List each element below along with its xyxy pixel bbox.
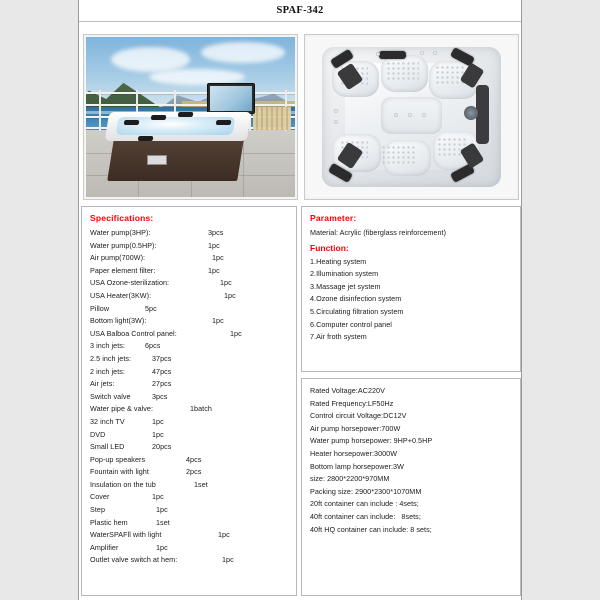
page-margin-left	[0, 0, 78, 600]
jet-nozzle	[420, 51, 424, 55]
spec-item	[90, 466, 288, 479]
control-dial	[464, 106, 478, 120]
spec-label: Fountain with light	[90, 467, 149, 477]
spec-qty: 1pc	[156, 505, 168, 515]
spec-qty: 1pc	[218, 530, 230, 540]
spec-label: Cover	[90, 492, 110, 502]
spec-label: 2 inch jets:	[90, 366, 125, 376]
deck-tile	[243, 153, 295, 176]
spec-item	[90, 277, 288, 290]
spec-qty: 1pc	[212, 316, 224, 326]
material-line: Material: Acrylic (fiberglass reinforcement)	[310, 228, 447, 237]
railing-bar	[86, 92, 295, 94]
spec-item	[90, 542, 288, 555]
specifications-heading: Specifications:	[90, 213, 154, 223]
spec-qty: 6pcs	[145, 341, 161, 351]
spec-qty: 1pc	[222, 555, 234, 565]
spa-shell-outer	[322, 47, 502, 188]
spec-item	[90, 265, 288, 278]
railing-bar	[86, 104, 295, 106]
tv-screen-surface	[210, 86, 252, 111]
spec-label: Air pump(700W):	[90, 253, 146, 263]
spec-item	[90, 340, 288, 353]
spec-label: Pop-up speakers	[90, 454, 146, 464]
spec-item	[90, 328, 288, 341]
headrest	[123, 120, 138, 125]
spec-qty: 4pcs	[186, 454, 202, 464]
spec-item	[90, 416, 288, 429]
spec-qty: 1pc	[230, 328, 242, 338]
jet-nozzle	[408, 113, 412, 117]
headrest	[150, 115, 165, 120]
spec-qty: 1pc	[208, 265, 220, 275]
rated-line: Control circuit Voltage:DC12V	[310, 411, 407, 421]
rated-line: Bottom lamp horsepower:3W	[310, 461, 404, 471]
spec-label: USA Balboa Control panel:	[90, 328, 177, 338]
jet-cluster	[381, 145, 417, 165]
jet-nozzle	[334, 109, 338, 113]
page-title: SPAF-342	[276, 5, 324, 16]
spec-qty: 2pcs	[186, 467, 202, 477]
spec-qty: 37pcs	[152, 353, 172, 363]
spec-item	[90, 366, 288, 379]
spec-qty: 1pc	[156, 542, 168, 552]
rated-line: 20ft container can include : 4sets;	[310, 499, 419, 509]
spec-item	[90, 227, 288, 240]
headrest	[138, 136, 153, 141]
spec-label: Air jets:	[90, 379, 115, 389]
spec-qty: 1batch	[190, 404, 212, 414]
spec-item	[90, 391, 288, 404]
spec-label: Paper element filter:	[90, 265, 156, 275]
spec-label: Small LED	[90, 442, 125, 452]
rated-line: 40ft HQ container can include: 8 sets;	[310, 524, 432, 534]
spec-item	[90, 252, 288, 265]
headrest	[178, 112, 193, 117]
function-heading: Function:	[310, 242, 349, 253]
spec-label: Plastic hem	[90, 517, 128, 527]
spec-qty: 1pc	[152, 416, 164, 426]
spec-label: Bottom light(3W):	[90, 316, 147, 326]
spec-qty: 1pc	[152, 492, 164, 502]
spec-item	[90, 529, 288, 542]
spec-label: USA Ozone-sterilization:	[90, 278, 170, 288]
spec-label: Water pump(0.5HP):	[90, 240, 157, 250]
spec-label: 2.5 inch jets:	[90, 353, 132, 363]
function-item: 6.Computer control panel	[310, 319, 392, 329]
spec-label: WaterSPAFll with light	[90, 530, 162, 540]
spec-qty: 3pcs	[208, 228, 224, 237]
spec-item	[90, 403, 288, 416]
spec-qty: 1pc	[224, 290, 236, 300]
right-column	[301, 206, 521, 596]
outdoor-tv-screen	[207, 83, 255, 114]
side-panel-dark	[476, 85, 489, 144]
function-item: 5.Circulating filtration system	[310, 306, 404, 316]
product-photo-row	[81, 34, 521, 202]
rated-specs-box	[301, 378, 521, 596]
spec-item	[90, 454, 288, 467]
spec-label: Step	[90, 505, 105, 515]
spec-item	[90, 491, 288, 504]
jet-cluster	[435, 65, 466, 85]
deck-tile	[243, 130, 295, 154]
specifications-box	[81, 206, 297, 596]
headrest	[215, 120, 230, 125]
spec-qty: 5pc	[145, 303, 157, 313]
spec-item	[90, 429, 288, 442]
jet-nozzle	[394, 113, 398, 117]
function-item: 4.Ozone disinfection system	[310, 294, 402, 304]
spec-label: 32 inch TV	[90, 416, 125, 426]
rated-line: Air pump horsepower:700W	[310, 423, 401, 433]
rated-line: size: 2800*2200*970MM	[310, 474, 390, 484]
spec-label: 3 inch jets:	[90, 341, 125, 351]
spec-qty: 1set	[194, 479, 208, 489]
spec-label: Amplifier	[90, 542, 119, 552]
spec-qty: 1pc	[208, 240, 220, 250]
parameter-heading: Parameter:	[310, 213, 357, 223]
cloud	[111, 47, 190, 73]
rated-line: Rated Frequency:LF50Hz	[310, 398, 394, 408]
spec-label: Insulation on the tub	[90, 479, 156, 489]
spec-item	[90, 303, 288, 316]
parameter-box	[301, 206, 521, 372]
spec-label: Water pump(3HP):	[90, 228, 151, 237]
spec-qty: 1pc	[152, 429, 164, 439]
spec-qty: 1set	[156, 517, 170, 527]
spec-item	[90, 479, 288, 492]
cloud	[201, 42, 285, 63]
rated-line: Heater horsepower:3000W	[310, 448, 398, 458]
spec-item	[90, 504, 288, 517]
control-panel	[147, 155, 168, 165]
spec-label: DVD	[90, 429, 106, 439]
spec-qty: 3pcs	[152, 391, 168, 401]
spec-qty: 1pc	[220, 278, 232, 288]
rated-line: Rated Voltage:AC220V	[310, 386, 385, 395]
spec-item	[90, 240, 288, 253]
jet-nozzle	[433, 51, 437, 55]
outdoor-scene	[86, 37, 295, 197]
function-item: 1.Heating system	[310, 256, 367, 266]
page-margin-right	[522, 0, 600, 600]
spec-item	[90, 554, 288, 567]
spec-columns	[81, 206, 521, 596]
specifications-list	[90, 227, 288, 567]
spec-label: Outlet valve switch at hem:	[90, 555, 178, 565]
function-item: 3.Massage jet system	[310, 281, 381, 291]
spec-item	[90, 290, 288, 303]
function-item: 7.Air froth system	[310, 332, 367, 342]
spec-item	[90, 441, 288, 454]
spec-label: Switch valve	[90, 391, 131, 401]
spec-qty: 47pcs	[152, 366, 172, 376]
rated-line: Water pump horsepower: 9HP+0.5HP	[310, 436, 433, 446]
spec-qty: 27pcs	[152, 379, 172, 389]
outdoor-terrace-hot-tub-photo	[83, 34, 298, 200]
spec-item	[90, 517, 288, 530]
jet-nozzle	[334, 120, 338, 124]
spa-shell-top-view-photo	[304, 34, 519, 200]
spec-item	[90, 315, 288, 328]
patio-chairs	[253, 107, 291, 129]
jet-cluster	[386, 61, 418, 81]
title-bar	[79, 0, 521, 22]
headrest	[379, 51, 406, 59]
jet-nozzle	[376, 52, 380, 56]
spec-item	[90, 378, 288, 391]
spec-qty: 20pcs	[152, 442, 172, 452]
document-sheet	[78, 0, 522, 600]
spec-label: Pillow	[90, 303, 110, 313]
railing-post	[99, 90, 101, 132]
spec-label: USA Heater(3KW):	[90, 290, 152, 300]
rated-line: 40ft container can include: 8sets;	[310, 511, 421, 521]
function-item: 2.Illumination system	[310, 269, 379, 279]
spec-qty: 1pc	[212, 253, 224, 263]
spec-item	[90, 353, 288, 366]
spec-label: Water pipe & valve:	[90, 404, 154, 414]
deck-tile	[243, 175, 295, 197]
spa-shell-scene	[307, 37, 516, 197]
rated-line: Packing size: 2900*2300*1070MM	[310, 486, 422, 496]
